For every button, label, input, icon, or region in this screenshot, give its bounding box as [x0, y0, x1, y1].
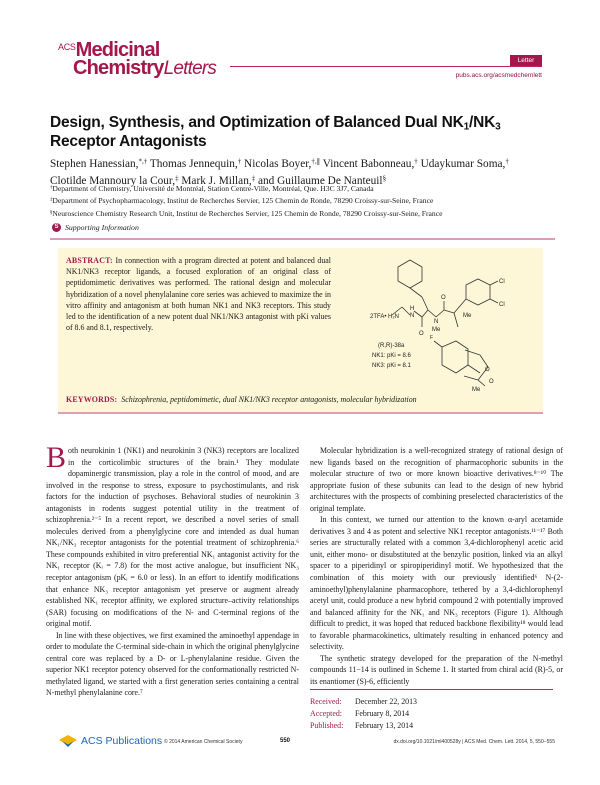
author[interactable]	[418, 158, 509, 170]
paragraph: In line with these objectives, we first examined the aminoethyl appendage in order to modulate the C-terminal side-chain in which the original phenylglycine central core was replaced by a D- or L-phenylalanine residue. Given the superior NK1 receptor potency observed for the conformationally restricted N-methylated ligand, we started with a first generation series containing a central N-methyl phenylalanine core.⁷	[46, 630, 299, 698]
author-name: Mark J. Millan,	[178, 175, 252, 187]
logo-chemistry-letters	[73, 58, 216, 78]
author-mark: †	[505, 157, 509, 166]
supporting-information-link[interactable]	[52, 223, 139, 232]
author-mark: *,†	[138, 157, 148, 166]
date-label: Published:	[310, 721, 344, 730]
svg-text:Me: Me	[463, 313, 472, 319]
svg-text:F: F	[430, 335, 434, 341]
affiliation-mark: ‡	[50, 198, 53, 204]
date-received	[310, 696, 417, 708]
svg-text:Cl: Cl	[499, 302, 505, 308]
date-label: Accepted:	[310, 709, 342, 718]
body-column-right	[310, 445, 563, 687]
author-mark: ‡	[251, 174, 256, 183]
svg-text:N: N	[410, 313, 415, 319]
author-mark: †,∥	[311, 157, 321, 166]
author[interactable]	[320, 158, 418, 170]
abstract-body: In connection with a program directed at potent and balanced dual NK1/NK3 receptor ligands, a focused exploration of an original class of peptidomimetic derivatives was performed. The rational design and molecular hybridization of a novel phenylalanine core series was achieved to maximize the in vitro affinity and antagonism at both human NK1 and NK3 receptors. This study led to the identification of a new potent dual NK1/NK3 antagonist with pKi values of 8.6 and 8.1, respectively.	[66, 256, 331, 333]
author-mark: †	[237, 157, 242, 166]
date-published	[310, 720, 417, 732]
date-label: Received:	[310, 697, 342, 706]
keywords	[66, 395, 536, 404]
publication-dates	[310, 696, 417, 732]
author-mark: ‡	[175, 174, 179, 183]
svg-text:O: O	[441, 295, 446, 301]
date-value: February 13, 2014	[355, 721, 414, 730]
article-type-badge: Letter	[510, 55, 542, 66]
supporting-info-icon: S	[52, 223, 61, 232]
date-accepted	[310, 708, 417, 720]
author[interactable]	[241, 158, 320, 170]
header-rule	[230, 66, 542, 67]
affiliation-text: Neuroscience Chemistry Research Unit, Institut de Recherches Servier, 125 Chemin de Ronde, 78290 Croissy-sur-Seine, France	[52, 208, 443, 218]
paragraph-text: oth neurokinin 1 (NK1) and neurokinin 3 (NK3) receptors are localized in the corticolimbic structures of the brain.¹ They modulate dopaminergic transmission, play a role in the control of mood, and are involved in the response to stress, exposure to psychostimulants, and risk factors for the induction of psychoses. Behavioral studies of neurokinin 3 antagonists in rodents suggest potential utility in the treatment of schizophrenia.²⁻⁵ In a recent report, we described a novel series of small molecules derived from a phenylglycine core and intended as dual human NK₁/NK₃ receptor antagonists for the potential treatment of schizophrenia.⁶ These compounds exhibited in vitro preferential NK₁ antagonist activity for the NK₁ receptor (Kᵢ = 7.8) for the most active analogue, but insufficient NK₃ receptor antagonism (pKᵢ = 6.0 or less). In an effort to identify modifications that enhance NK₃ receptor antagonism yet preserve or augment already established NK₁ receptor affinity, we explored structure–activity relationships (SAR) focusing on modifications of the N- and C-terminal regions of the original motif.	[46, 446, 299, 629]
abstract-label: ABSTRACT:	[66, 256, 113, 265]
svg-text:H₂N: H₂N	[388, 314, 399, 320]
logo-chemistry: Chemistry	[73, 57, 164, 79]
svg-text:NK1: pKi = 8.6: NK1: pKi = 8.6	[372, 353, 411, 359]
svg-text:NK3: pKi = 8.1: NK3: pKi = 8.1	[372, 363, 411, 369]
author[interactable]	[50, 158, 147, 170]
svg-text:(R,R)-38a: (R,R)-38a	[378, 343, 405, 349]
affiliation	[50, 183, 570, 195]
author-mark: †	[414, 157, 418, 166]
acs-publications-logo[interactable]	[58, 734, 162, 748]
author-name: Clotilde Mannoury la Cour,	[50, 175, 176, 187]
title-subscript: 3	[495, 121, 501, 133]
title-part: Receptor Antagonists	[50, 133, 207, 150]
doi-citation-link[interactable]: dx.doi.org/10.1021/ml400528y | ACS Med. Chem. Lett. 2014, 5, 550−555	[393, 739, 555, 745]
svg-text:O: O	[485, 367, 490, 373]
svg-text:N: N	[434, 319, 439, 325]
journal-logo	[58, 40, 216, 78]
author-name: Nicolas Boyer,	[241, 158, 312, 170]
paragraph	[46, 441, 299, 630]
date-value: February 8, 2014	[355, 709, 410, 718]
body-column-left	[46, 441, 299, 699]
affiliation	[50, 195, 570, 207]
svg-text:2TFA•: 2TFA•	[370, 314, 387, 320]
logo-medicinal: Medicinal	[75, 39, 160, 61]
divider	[50, 238, 555, 240]
journal-url-link[interactable]: pubs.acs.org/acsmedchemlett	[455, 72, 542, 79]
logo-letters: Letters	[163, 58, 217, 79]
acs-hexagon-icon	[58, 734, 78, 748]
affiliation-mark: †	[50, 185, 53, 191]
affiliation-text: Department of Chemistry, Université de Montréal, Station Centre-Ville, Montréal, Que. H3C 3J7, Canada	[52, 184, 374, 193]
toc-graphic-structure	[370, 255, 540, 393]
abstract	[66, 255, 331, 333]
svg-text:Me: Me	[432, 327, 441, 333]
author[interactable]	[147, 158, 241, 170]
affiliation-text: Department of Psychopharmacology, Institut de Recherches Servier, 125 Chemin de Ronde, 78290 Croissy-sur-Seine, France	[52, 196, 434, 206]
paragraph: Molecular hybridization is a well-recognized strategy of rational design of new ligands based on the recognition of pharmacophoric subunits in the molecular structure of two or more known bioactive derivatives.⁸⁻¹⁰ The appropriate fusion of these subunits can lead to the design of new hybrid architectures with the prospects of combining preselected characteristics of the original template.	[310, 446, 563, 513]
date-value: December 22, 2013	[355, 697, 418, 706]
supporting-info-label: Supporting Information	[65, 223, 139, 232]
title-part: Design, Synthesis, and Optimization of Balanced Dual NK	[50, 114, 464, 131]
author-name: Vincent Babonneau,	[320, 158, 415, 170]
page-footer	[58, 737, 563, 749]
svg-text:O: O	[419, 331, 424, 337]
page-number: 550	[280, 738, 291, 744]
affiliations	[50, 183, 570, 220]
author-name: and Guillaume De Nanteuil	[255, 175, 383, 187]
copyright: © 2014 American Chemical Society	[164, 739, 243, 745]
drop-cap: B	[46, 441, 67, 474]
svg-text:H: H	[410, 306, 415, 312]
keywords-label: KEYWORDS:	[66, 395, 118, 404]
paragraph: The synthetic strategy developed for the preparation of the N-methyl compounds 11−14 is outlined in Scheme 1. It started from chiral acid (R)-5, or its enantiomer (S)-6, efficiently	[310, 653, 563, 686]
title-part: /NK	[469, 114, 496, 131]
author-name: Udaykumar Soma,	[417, 158, 506, 170]
paragraph: In this context, we turned our attention to the known α-aryl acetamide derivatives 3 and 4 as potent and selective NK1 receptor antagonists.¹¹⁻¹⁷ Both series are structurally related with a common 3,4-dichlorophenyl acetic acid unit, either mono- or disubstituted at the benzylic position, linked via an alkyl spacer to a piperidinyl or spiropiperidinyl motif. We hypothesized that the combination of this moiety with our previously identified⁶ N-(2-aminoethyl)phenylalanine pharmacophore, tethered by a 3,4-dichlorophenyl acetyl unit, could produce a new hybrid compound 2 with potentially improved and balanced affinity for the NK₁ and NK₃ receptors (Figure 1). Although difficult to predict, it was hoped that reduced backbone flexibility¹⁸ would lead to favorable pharmacokinetics, ultimately resulting in enhanced potency and selectivity.	[310, 515, 563, 652]
svg-text:Cl: Cl	[499, 279, 505, 285]
publisher-name: ACS Publications	[81, 735, 163, 747]
author-mark: §	[382, 174, 387, 183]
title-subscript: 1	[463, 121, 469, 133]
logo-acs: ACS	[58, 42, 76, 52]
affiliation-mark: §	[50, 210, 53, 216]
svg-text:O: O	[489, 379, 494, 385]
dates-divider	[310, 689, 553, 690]
svg-text:Me: Me	[472, 387, 481, 393]
author-name: Stephen Hanessian,	[50, 158, 139, 170]
keywords-list: Schizophrenia, peptidomimetic, dual NK1/NK3 receptor antagonists, molecular hybridization	[121, 395, 417, 404]
affiliation	[50, 208, 570, 220]
article-title	[50, 113, 550, 151]
author-name: Thomas Jennequin,	[147, 158, 238, 170]
